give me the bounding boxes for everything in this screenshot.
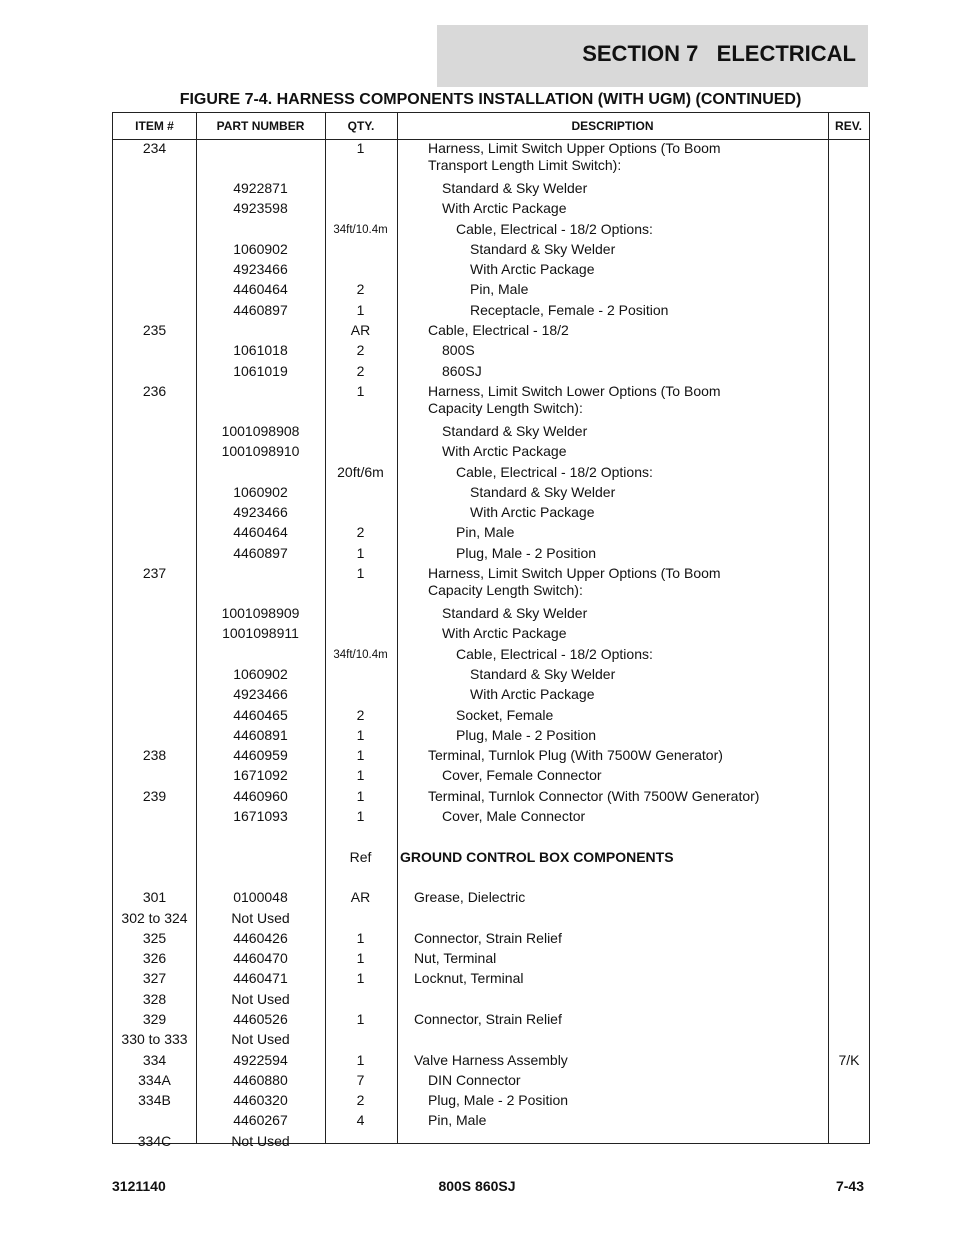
table-row — [113, 545, 869, 565]
quantity: 1 — [356, 950, 365, 967]
part-number: 4460526 — [233, 1010, 288, 1027]
item-number: 334 — [142, 1051, 167, 1068]
description: Pin, Male — [428, 1112, 487, 1129]
part-number: 4460880 — [233, 1071, 288, 1088]
parts-table — [112, 112, 870, 1149]
description: Connector, Strain Relief — [414, 1010, 562, 1027]
model-name: 800S 860SJ — [438, 1178, 516, 1194]
quantity: 1 — [356, 1051, 365, 1068]
item-number: 239 — [142, 787, 167, 804]
item-number: 302 to 324 — [121, 909, 188, 926]
part-number: 4460471 — [233, 970, 288, 987]
table-row — [113, 281, 869, 301]
description: Cover, Female Connector — [442, 767, 602, 784]
table-row — [113, 1092, 869, 1112]
item-number: 334B — [138, 1092, 171, 1109]
description: Cover, Male Connector — [442, 808, 586, 825]
part-number: 4922594 — [233, 1051, 288, 1068]
table-row — [113, 1133, 869, 1153]
quantity: 34ft/10.4m — [333, 648, 388, 661]
part-number: 0100048 — [233, 889, 288, 906]
quantity: AR — [350, 322, 371, 339]
description: Standard & Sky Welder — [442, 422, 588, 439]
quantity: 1 — [356, 747, 365, 764]
item-number: 234 — [142, 140, 167, 156]
quantity: 1 — [356, 1010, 365, 1027]
item-number: 334C — [137, 1132, 172, 1149]
description: With Arctic Package — [470, 504, 595, 521]
quantity: 1 — [356, 726, 365, 743]
quantity: 1 — [356, 929, 365, 946]
part-number: Not Used — [231, 1132, 290, 1149]
part-number: 4460960 — [233, 787, 288, 804]
description: Standard & Sky Welder — [470, 483, 616, 500]
revision: 7/K — [838, 1051, 860, 1068]
part-number: 1001098908 — [221, 422, 300, 439]
quantity: 1 — [356, 787, 365, 804]
table-row — [113, 991, 869, 1011]
table-row — [113, 950, 869, 970]
description: Plug, Male - 2 Position — [456, 544, 597, 561]
table-row — [113, 261, 869, 281]
header-item: ITEM # — [135, 119, 174, 133]
table-row — [113, 302, 869, 322]
part-number: 4460891 — [233, 726, 288, 743]
description: With Arctic Package — [442, 625, 567, 642]
part-number: 4460465 — [233, 706, 288, 723]
quantity: AR — [350, 889, 371, 906]
table-row — [113, 464, 869, 484]
item-number: 237 — [142, 565, 167, 582]
table-row — [113, 849, 869, 869]
quantity: Ref — [349, 848, 372, 865]
part-number: Not Used — [231, 909, 290, 926]
quantity: 1 — [356, 808, 365, 825]
part-number: 4923466 — [233, 504, 288, 521]
table-header — [113, 113, 869, 140]
quantity: 7 — [356, 1071, 365, 1088]
table-row — [113, 930, 869, 950]
description: Cable, Electrical - 18/2 Options: — [456, 220, 653, 237]
table-row — [113, 1011, 869, 1031]
description: Plug, Male - 2 Position — [456, 726, 597, 743]
quantity: 2 — [356, 281, 365, 298]
item-number: 236 — [142, 382, 167, 399]
table-row — [113, 828, 869, 848]
part-number: 1060902 — [233, 240, 288, 257]
quantity: 1 — [356, 301, 365, 318]
table-row — [113, 221, 869, 241]
table-row — [113, 808, 869, 828]
header-rev: REV. — [835, 119, 862, 133]
description: Locknut, Terminal — [414, 970, 524, 987]
part-number: 4460426 — [233, 929, 288, 946]
quantity: 20ft/6m — [337, 463, 384, 480]
quantity: 2 — [356, 706, 365, 723]
doc-number: 3121140 — [112, 1178, 166, 1194]
item-number: 329 — [142, 1010, 167, 1027]
table-row — [113, 747, 869, 767]
table-row — [113, 869, 869, 889]
description: With Arctic Package — [470, 686, 595, 703]
table-row — [113, 646, 869, 666]
item-number: 328 — [142, 990, 167, 1007]
description: GROUND CONTROL BOX COMPONENTS — [400, 848, 674, 865]
quantity: 2 — [356, 1092, 365, 1109]
table-row — [113, 200, 869, 220]
description: Connector, Strain Relief — [414, 929, 562, 946]
quantity: 1 — [356, 565, 365, 582]
table-row — [113, 180, 869, 200]
quantity: 34ft/10.4m — [333, 223, 388, 236]
part-number: 4460897 — [233, 544, 288, 561]
quantity: 1 — [356, 140, 365, 156]
part-number: 4460320 — [233, 1092, 288, 1109]
description: Standard & Sky Welder — [470, 665, 616, 682]
part-number: 1061018 — [233, 342, 288, 359]
description: Plug, Male - 2 Position — [428, 1092, 569, 1109]
part-number: 1060902 — [233, 665, 288, 682]
description: Standard & Sky Welder — [442, 605, 588, 622]
part-number: 4460959 — [233, 747, 288, 764]
table-row — [113, 423, 869, 443]
description: 860SJ — [442, 362, 482, 379]
description: Harness, Limit Switch Lower Options (To Boom Capacity Length Switch): — [428, 382, 721, 416]
part-number: 4923466 — [233, 261, 288, 278]
header-part-number: PART NUMBER — [216, 119, 305, 133]
part-number: 1060902 — [233, 483, 288, 500]
part-number: 1061019 — [233, 362, 288, 379]
table-row — [113, 1112, 869, 1132]
table-row — [113, 342, 869, 362]
table-row — [113, 686, 869, 706]
description: Harness, Limit Switch Upper Options (To Boom Transport Length Limit Switch): — [428, 140, 721, 173]
table-row — [113, 727, 869, 747]
description: With Arctic Package — [442, 443, 567, 460]
table-row — [113, 484, 869, 504]
quantity: 2 — [356, 342, 365, 359]
description: Terminal, Turnlok Plug (With 7500W Generator) — [428, 747, 723, 764]
part-number: 4460470 — [233, 950, 288, 967]
item-number: 330 to 333 — [121, 1031, 188, 1048]
table-row — [113, 1072, 869, 1092]
part-number: 1001098911 — [222, 625, 299, 642]
table-row — [113, 767, 869, 787]
table-row — [113, 666, 869, 686]
quantity: 1 — [356, 970, 365, 987]
part-number: 4460464 — [233, 524, 288, 541]
table-row — [113, 524, 869, 544]
description: Cable, Electrical - 18/2 Options: — [456, 645, 653, 662]
part-number: 4922871 — [233, 180, 288, 196]
item-number: 301 — [142, 889, 167, 906]
table-body — [113, 140, 869, 1153]
quantity: 1 — [356, 382, 365, 399]
section-title: SECTION 7 ELECTRICAL — [582, 41, 856, 66]
quantity: 1 — [356, 544, 365, 561]
table-row — [113, 140, 869, 180]
part-number: 1001098909 — [221, 605, 300, 622]
page-number: 7-43 — [835, 1178, 864, 1194]
description: Socket, Female — [456, 706, 554, 723]
table-row — [113, 383, 869, 423]
table-row — [113, 788, 869, 808]
section-banner — [437, 25, 868, 87]
table-row — [113, 1031, 869, 1051]
description: Terminal, Turnlok Connector (With 7500W Generator) — [428, 787, 760, 804]
table-row — [113, 970, 869, 990]
part-number: 4460897 — [233, 301, 288, 318]
part-number: 4923466 — [233, 686, 288, 703]
part-number: 1671092 — [233, 767, 288, 784]
item-number: 327 — [142, 970, 167, 987]
part-number: Not Used — [231, 990, 290, 1007]
description: Valve Harness Assembly — [414, 1051, 568, 1068]
table-row — [113, 625, 869, 645]
figure-title: FIGURE 7-4. HARNESS COMPONENTS INSTALLATION (WITH UGM) (CONTINUED) — [179, 91, 802, 108]
description: Cable, Electrical - 18/2 Options: — [456, 463, 653, 480]
quantity: 2 — [356, 524, 365, 541]
description: With Arctic Package — [470, 261, 595, 278]
description: Standard & Sky Welder — [470, 240, 616, 257]
description: Pin, Male — [456, 524, 515, 541]
part-number: Not Used — [231, 1031, 290, 1048]
header-description: DESCRIPTION — [571, 119, 654, 133]
table-row — [113, 707, 869, 727]
part-number: 4923598 — [233, 200, 288, 217]
part-number: 1001098910 — [221, 443, 300, 460]
part-number: 1671093 — [233, 808, 288, 825]
table-row — [113, 1052, 869, 1072]
item-number: 238 — [142, 747, 167, 764]
table-row — [113, 443, 869, 463]
quantity: 4 — [356, 1112, 365, 1129]
table-row — [113, 241, 869, 261]
description: Pin, Male — [470, 281, 529, 298]
table-row — [113, 605, 869, 625]
description: With Arctic Package — [442, 200, 567, 217]
description: 800S — [442, 342, 475, 359]
description: Receptacle, Female - 2 Position — [470, 301, 669, 318]
part-number: 4460464 — [233, 281, 288, 298]
item-number: 326 — [142, 950, 167, 967]
table-row — [113, 565, 869, 605]
table-row — [113, 504, 869, 524]
table-row — [113, 363, 869, 383]
item-number: 334A — [138, 1071, 171, 1088]
item-number: 235 — [142, 322, 167, 339]
description: Cable, Electrical - 18/2 — [428, 322, 569, 339]
header-qty: QTY. — [347, 119, 375, 133]
table-row — [113, 322, 869, 342]
description: Nut, Terminal — [414, 950, 497, 967]
description: Standard & Sky Welder — [442, 180, 588, 196]
description: Harness, Limit Switch Upper Options (To Boom Capacity Length Switch): — [428, 565, 721, 599]
quantity: 1 — [356, 767, 365, 784]
quantity: 2 — [356, 362, 365, 379]
part-number: 4460267 — [233, 1112, 288, 1129]
table-row — [113, 889, 869, 909]
item-number: 325 — [142, 929, 167, 946]
description: Grease, Dielectric — [414, 889, 526, 906]
table-row — [113, 910, 869, 930]
description: DIN Connector — [428, 1071, 521, 1088]
